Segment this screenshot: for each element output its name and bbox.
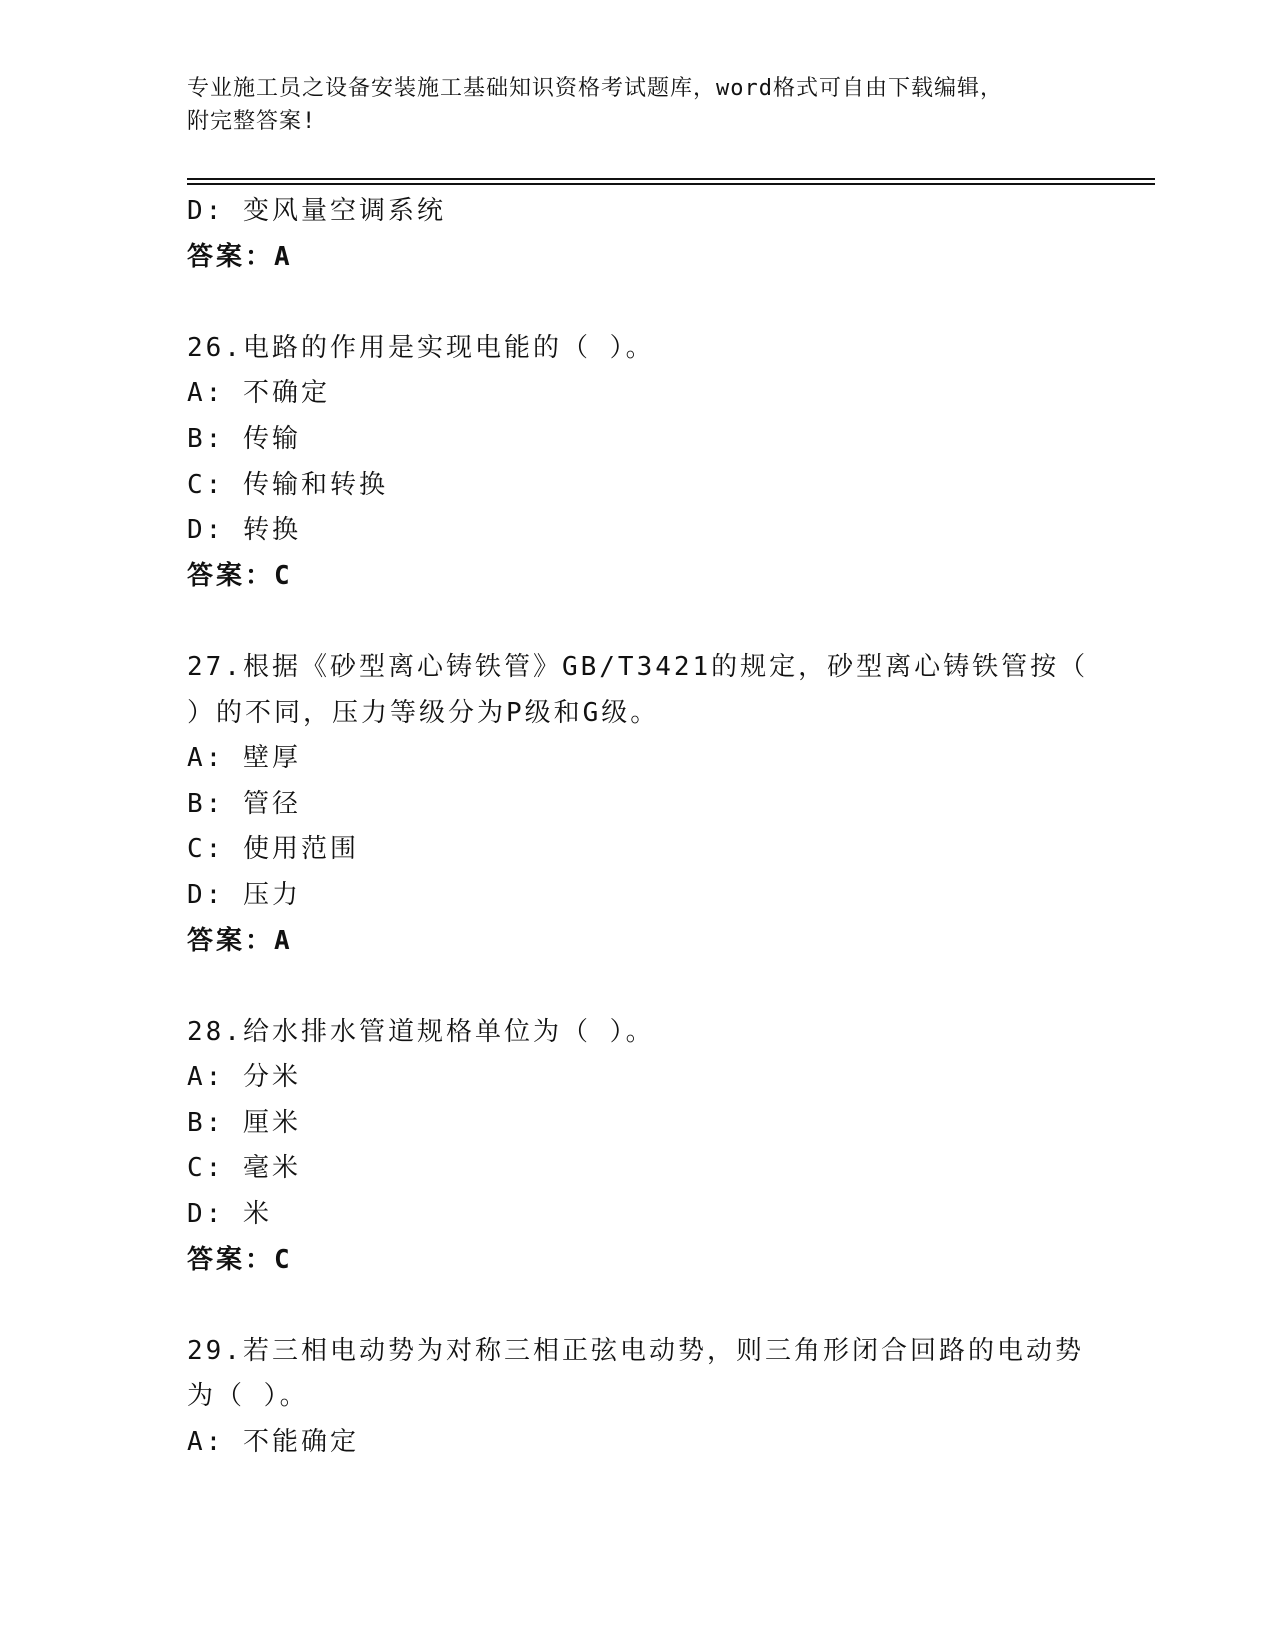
option-d: D: 变风量空调系统 — [187, 196, 446, 226]
question-stem-line-1: 29.若三相电动势为对称三相正弦电动势，则三角形闭合回路的电动势 — [187, 1335, 1084, 1366]
question-26 — [187, 326, 1087, 600]
header-divider-top — [187, 178, 1155, 180]
option-a: A: 不确定 — [187, 378, 330, 409]
header-line-2: 附完整答案! — [187, 109, 317, 134]
option-d: D: 压力 — [187, 879, 301, 910]
option-b: B: 厘米 — [187, 1107, 301, 1138]
option-b: B: 传输 — [187, 423, 301, 454]
question-stem-line-1: 27.根据《砂型离心铸铁管》GB/T3421的规定，砂型离心铸铁管按（ — [187, 651, 1089, 682]
question-27 — [187, 645, 1087, 964]
spacer — [187, 280, 1087, 326]
question-stem: 28.给水排水管道规格单位为（ ）。 — [187, 1016, 655, 1047]
question-stem: 26.电路的作用是实现电能的（ ）。 — [187, 332, 655, 363]
option-d: D: 米 — [187, 1199, 272, 1230]
spacer — [187, 599, 1087, 645]
option-c: C: 使用范围 — [187, 834, 359, 865]
question-stem-line-2: 为（ ）。 — [187, 1381, 309, 1412]
spacer — [187, 964, 1087, 1010]
option-a: A: 壁厚 — [187, 743, 301, 774]
question-29 — [187, 1329, 1087, 1466]
option-d: D: 转换 — [187, 515, 301, 546]
question-list — [187, 189, 1087, 1466]
spacer — [187, 1283, 1087, 1329]
header-divider-bottom — [187, 183, 1155, 185]
document-header — [187, 72, 1067, 138]
question-28 — [187, 1010, 1087, 1284]
answer: 答案：C — [187, 560, 293, 591]
question-stem-line-2: ）的不同，压力等级分为P级和G级。 — [187, 697, 660, 728]
option-b: B: 管径 — [187, 788, 301, 819]
answer: 答案：C — [187, 1244, 293, 1275]
option-a: A: 分米 — [187, 1062, 301, 1093]
answer: 答案：A — [187, 241, 293, 272]
header-line-1: 专业施工员之设备安装施工基础知识资格考试题库，word格式可自由下载编辑， — [187, 76, 1003, 101]
option-c: C: 传输和转换 — [187, 469, 388, 500]
option-c: C: 毫米 — [187, 1153, 301, 1184]
answer: 答案：A — [187, 925, 293, 956]
option-a: A: 不能确定 — [187, 1427, 359, 1458]
